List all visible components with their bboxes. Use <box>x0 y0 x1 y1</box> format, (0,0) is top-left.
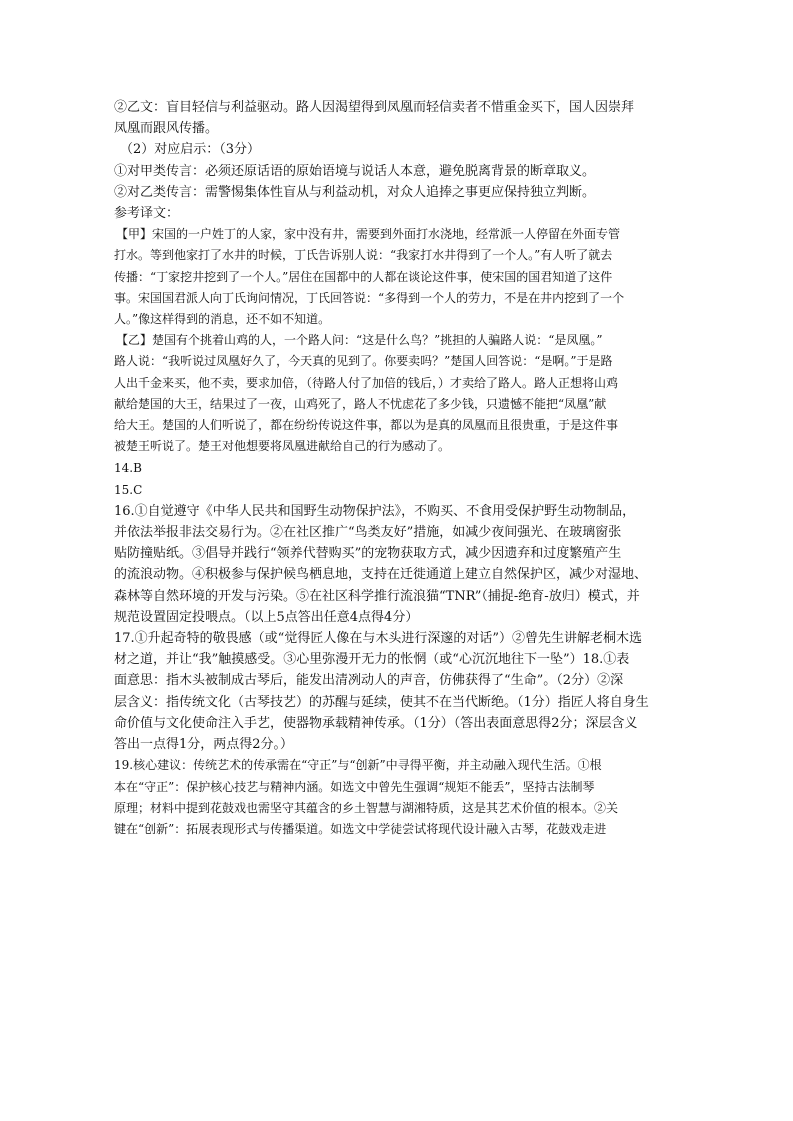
answer-18-line: 层含义：指传统文化（古琴技艺）的苏醒与延续，使其不在当代断绝。（1分）指匠人将自身生 <box>114 694 649 710</box>
answer-19-line: 原理；材料中提到花鼓戏也需坚守其蕴含的乡土智慧与湖湘特质，这是其艺术价值的根本。②关 <box>114 800 619 815</box>
translation-line: 献给楚国的大王，结果过了一夜，山鸡死了，路人不忧虑花了多少钱，只遗憾不能把“凤凰”献 <box>114 396 607 411</box>
answer-19-line: 19.核心建议：传统艺术的传承需在“守正”与“创新”中寻得平衡，并主动融入现代生活。①根 <box>114 758 602 773</box>
translation-line: 打水。等到他家打了水井的时候，丁氏告诉别人说：“我家打水井得到了一个人。”有人听了就去 <box>114 248 613 263</box>
translation-line: 事。宋国国君派人向丁氏询问情况，丁氏回答说：“多得到一个人的劳力，不是在井内挖到了一个 <box>114 290 625 305</box>
answer-15: 15.C <box>114 482 143 497</box>
answer-line: 凤凰而跟风传播。 <box>114 121 219 137</box>
answer-19-line: 键在“创新”：拓展表现形式与传播渠道。如选文中学徒尝试将现代设计融入古琴，花鼓戏走进 <box>114 821 607 836</box>
translation-line: 被楚王听说了。楚王对他想要将凤凰进献给自己的行为感动了。 <box>114 439 451 454</box>
answer-line: ②乙文：盲目轻信与利益驱动。路人因渴望得到凤凰而轻信卖者不惜重金买下，国人因崇拜 <box>114 100 635 115</box>
answer-18-line: 答出一点得1分，两点得2分。） <box>114 737 294 753</box>
answer-line: ①对甲类传言：必须还原话语的原始语境与说话人本意，避免脱离背景的断章取义。 <box>114 163 596 179</box>
translation-line: 人出千金来买，他不卖，要求加倍，（待路人付了加倍的钱后，）才卖给了路人。路人正想将山鸡 <box>114 375 619 390</box>
translation-line: 【甲】宋国的一户姓丁的人家，家中没有井，需要到外面打水浇地，经常派一人停留在外面专管 <box>116 227 621 242</box>
translation-line: 给大王。楚国的人们听说了，都在纷纷传说这件事，都以为是真的凤凰而且很贵重，于是这件事 <box>114 418 619 433</box>
answer-18-line: 面意思：指木头被制成古琴后，能发出清冽动人的声音，仿佛获得了“生命”。（2分）②深 <box>114 673 624 689</box>
answer-16-line: 贴防撞贴纸。③倡导并践行“领养代替购买”的宠物获取方式，减少因遗弃和过度繁殖产生 <box>114 546 622 562</box>
answer-17-line: 材之道，并让“我”触摸感受。③心里弥漫开无力的怅惘（或“心沉沉地往下一坠”）18.①表 <box>114 652 630 668</box>
translation-line: 【乙】楚国有个挑着山鸡的人，一个路人问：“这是什么鸟？”挑担的人骗路人说：“是凤凰。” <box>116 333 603 348</box>
answer-17-line: 17.①升起奇特的敬畏感（或“觉得匠人像在与木头进行深邃的对话”）②曾先生讲解老桐木选 <box>114 631 642 647</box>
answer-subheading: （2）对应启示：（3分） <box>120 142 261 158</box>
translation-heading: 参考译文： <box>114 206 180 222</box>
answer-16-line: 16.①自觉遵守《中华人民共和国野生动物保护法》，不购买、不食用受保护野生动物制品， <box>114 503 636 519</box>
answer-18-line: 命价值与文化使命注入手艺，使器物承载精神传承。（1分）（答出表面意思得2分；深层含义 <box>114 715 638 731</box>
answer-14: 14.B <box>114 461 142 476</box>
translation-line: 路人说：“我听说过凤凰好久了，今天真的见到了。你要卖吗？”楚国人回答说：“是啊。”于是路 <box>114 354 613 369</box>
translation-line: 传播：“丁家挖井挖到了一个人。”居住在国都中的人都在谈论这件事，使宋国的国君知道了这件 <box>114 269 613 284</box>
answer-16-line: 并依法举报非法交易行为。②在社区推广“鸟类友好”措施，如减少夜间强光、在玻璃窗张 <box>114 525 622 541</box>
answer-16-line: 森林等自然环境的开发与污染。⑤在社区科学推行流浪猫“TNR”（捕捉-绝育-放归）模式，并 <box>114 588 640 604</box>
answer-line: ②对乙类传言：需警惕集体性盲从与利益动机，对众人追捧之事更应保持独立判断。 <box>114 184 596 200</box>
answer-19-line: 本在“守正”：保护核心技艺与精神内涵。如选文中曾先生强调“规矩不能丢”，坚持古法制琴 <box>114 779 595 794</box>
translation-line: 人。”像这样得到的消息，还不如不知道。 <box>114 312 331 327</box>
document-page <box>114 97 680 840</box>
answer-16-line: 的流浪动物。④积极参与保护候鸟栖息地，支持在迁徙通道上建立自然保护区，减少对湿地、 <box>114 567 648 583</box>
answer-16-line: 规范设置固定投喂点。（以上5点答出任意4点得4分） <box>114 609 419 625</box>
